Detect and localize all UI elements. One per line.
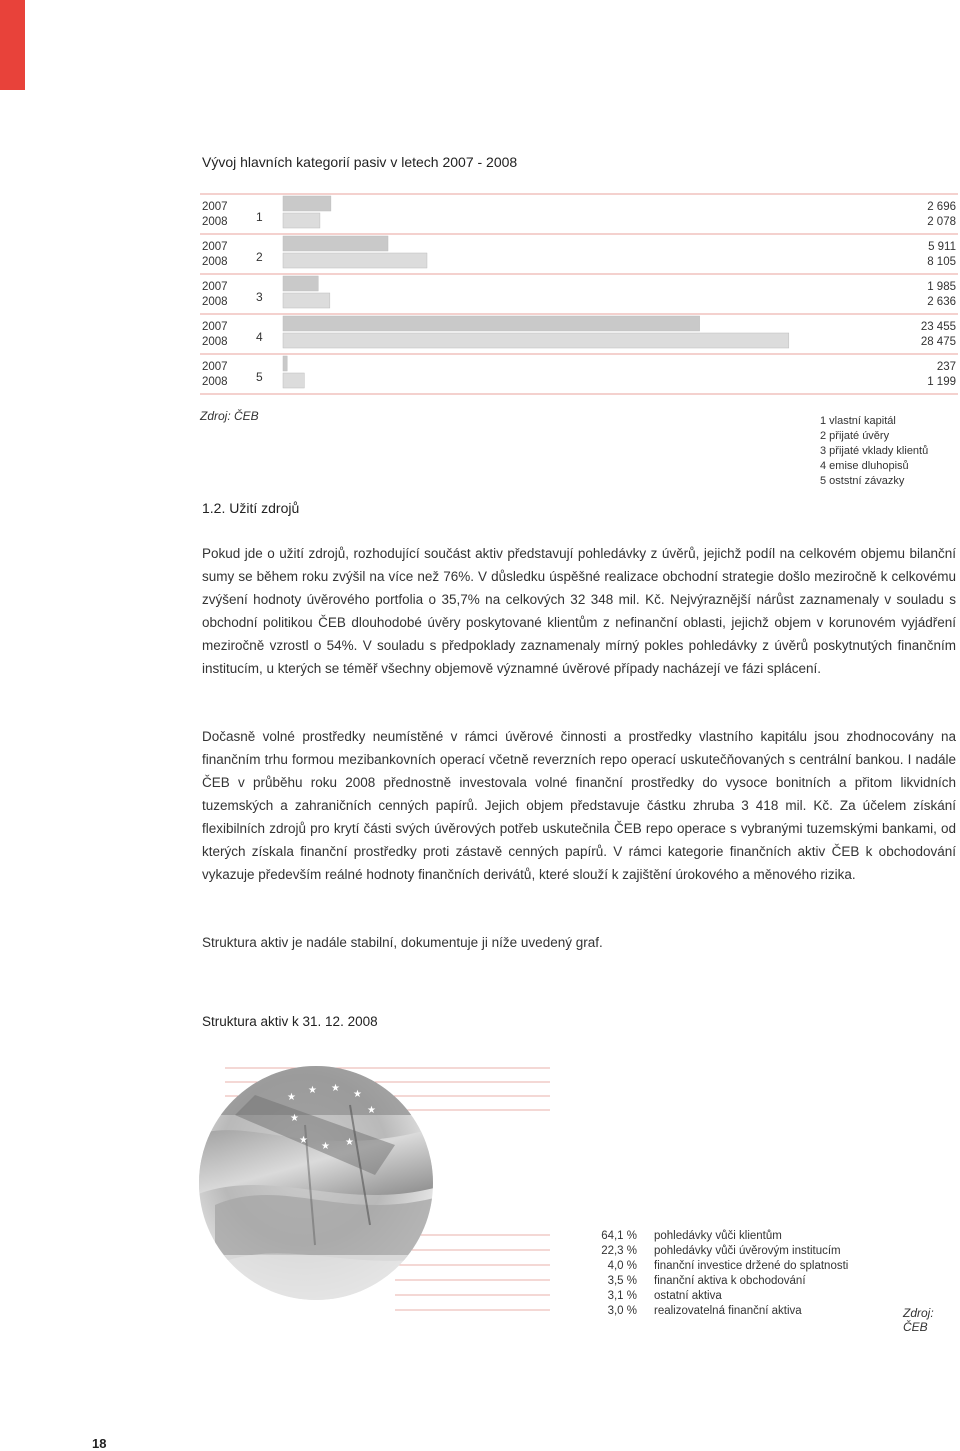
- slice-percent: 3,1 %: [607, 1290, 637, 1302]
- year-label: 2007: [202, 241, 228, 253]
- liabilities-bar-chart: [200, 192, 958, 404]
- bar-2008-cat-3: [283, 293, 330, 308]
- category-label: 1: [256, 210, 263, 224]
- year-label: 2007: [202, 361, 228, 373]
- svg-text:★: ★: [308, 1085, 317, 1096]
- bar-2007-cat-1: [283, 196, 331, 211]
- legend-row: [580, 1289, 848, 1304]
- asset-structure-pie: [195, 1055, 565, 1335]
- slice-label: ostatní aktiva: [654, 1290, 722, 1302]
- chart1-source: Zdroj: ČEB: [200, 409, 259, 423]
- value-label: 8 105: [927, 256, 956, 268]
- slice-percent: 4,0 %: [607, 1260, 637, 1272]
- red-page-tab: [0, 0, 25, 90]
- svg-text:★: ★: [321, 1141, 330, 1152]
- year-label: 2008: [202, 216, 228, 228]
- value-label: 1 985: [927, 281, 956, 293]
- body-paragraph: Struktura aktiv je nadále stabilní, dokumentuje ji níže uvedený graf.: [202, 935, 603, 950]
- bar-2008-cat-4: [283, 333, 789, 348]
- year-label: 2008: [202, 296, 228, 308]
- bar-2007-cat-3: [283, 276, 318, 291]
- bar-2008-cat-1: [283, 213, 320, 228]
- chart2-legend: [580, 1229, 848, 1319]
- legend-item: 5 oststní závazky: [820, 475, 905, 487]
- slice-label: finanční aktiva k obchodování: [654, 1275, 806, 1287]
- year-label: 2008: [202, 256, 228, 268]
- value-label: 28 475: [920, 336, 956, 348]
- legend-item: 1 vlastní kapitál: [820, 415, 896, 427]
- slice-label: pohledávky vůči úvěrovým institucím: [654, 1245, 841, 1257]
- slice-percent: 64,1 %: [601, 1230, 637, 1242]
- legend-row: [580, 1244, 848, 1259]
- chart2-title: Struktura aktiv k 31. 12. 2008: [202, 1014, 378, 1029]
- slice-label: finanční investice držené do splatnosti: [654, 1260, 849, 1272]
- legend-item: 4 emise dluhopisů: [820, 460, 909, 472]
- legend-row: [580, 1304, 848, 1319]
- value-label: 5 911: [928, 241, 956, 253]
- svg-text:★: ★: [367, 1105, 376, 1116]
- category-label: 2: [256, 250, 263, 264]
- body-paragraph: Dočasně volné prostředky neumístěné v rámci úvěrové činnosti a prostředky vlastního kapitálu jsou zhodnocovány na finančním trhu formou mezibankovních operací včetně reverzních repo operací uskutečňovaných s centrální bankou. I nadále ČEB v průběhu roku 2008 přednostně investovala volné finanční prostředky do vysoce bonitních a přitom likvidních tuzemských a zahraničních cenných papírů. Jejich objem představuje částku zhruba 3 418 mil. Kč. Za účelem získání flexibilních zdrojů pro krytí části svých úvěrových potřeb uskutečnila ČEB repo operace s vybranými tuzemskými bankami, od kterých získala finanční prostředky proti zástavě cenných papírů. V rámci kategorie finančních aktiv ČEB k obchodování vykazuje především reálné hodnoty finančních derivátů, které slouží k zajištění úrokového a měnového rizika.: [202, 729, 956, 882]
- svg-text:★: ★: [331, 1083, 340, 1094]
- value-label: 1 199: [927, 376, 956, 388]
- section-heading: 1.2. Užití zdrojů: [202, 500, 300, 516]
- year-label: 2007: [202, 321, 228, 333]
- flag-photo-disc: [195, 1055, 445, 1315]
- slice-percent: 3,5 %: [607, 1275, 637, 1287]
- category-label: 5: [256, 370, 263, 384]
- bar-2008-cat-2: [283, 253, 427, 268]
- chart1-title: Vývoj hlavních kategorií pasiv v letech 2007 - 2008: [202, 154, 518, 170]
- legend-row: [580, 1274, 848, 1289]
- legend-row: [580, 1259, 848, 1274]
- category-label: 4: [256, 330, 263, 344]
- value-label: 2 078: [927, 216, 956, 228]
- svg-text:★: ★: [353, 1089, 362, 1100]
- year-label: 2007: [202, 201, 228, 213]
- legend-item: 3 přijaté vklady klientů: [820, 445, 929, 457]
- value-label: 23 455: [920, 321, 956, 333]
- page-number: 18: [92, 1436, 107, 1451]
- svg-text:★: ★: [290, 1113, 299, 1124]
- bar-2008-cat-5: [283, 373, 304, 388]
- chart2-source: Zdroj: ČEB: [903, 1306, 934, 1334]
- legend-row: [580, 1229, 848, 1244]
- slice-percent: 3,0 %: [607, 1305, 637, 1317]
- bar-2007-cat-4: [283, 316, 700, 331]
- value-label: 2 636: [927, 296, 956, 308]
- slice-percent: 22,3 %: [601, 1245, 637, 1257]
- year-label: 2007: [202, 281, 228, 293]
- chart1-legend: [820, 414, 928, 489]
- bar-2007-cat-5: [283, 356, 287, 371]
- slice-label: realizovatelná finanční aktiva: [654, 1305, 802, 1317]
- value-label: 237: [936, 361, 956, 373]
- svg-text:★: ★: [345, 1137, 354, 1148]
- legend-item: 2 přijaté úvěry: [820, 430, 890, 442]
- bar-2007-cat-2: [283, 236, 388, 251]
- slice-label: pohledávky vůči klientům: [654, 1230, 782, 1242]
- value-label: 2 696: [927, 201, 956, 213]
- year-label: 2008: [202, 336, 228, 348]
- year-label: 2008: [202, 376, 228, 388]
- svg-text:★: ★: [287, 1092, 296, 1103]
- body-paragraph: Pokud jde o užití zdrojů, rozhodující součást aktiv představují pohledávky z úvěrů, jejichž podíl na celkovém objemu bilanční sumy se během roku zvýšil na více než 76%. V důsledku úspěšné realizace obchodní strategie došlo meziročně k celkovému zvýšení hodnoty úvěrového portfolia o 35,7% na celkových 32 348 mil. Kč. Nejvýraznější nárůst zaznamenaly v souladu s obchodní politikou ČEB dlouhodobé úvěry poskytované klientům z nefinanční oblasti, jejichž objem v korunovém vyjádření meziročně vzrostl o 54%. V souladu s předpoklady zaznamenaly mírný pokles pohledávky z úvěrů poskytnutých finančním institucím, u kterých se téměř všechny objemově významné úvěrové případy nacházejí ve fázi splácení.: [202, 546, 956, 676]
- category-label: 3: [256, 290, 263, 304]
- svg-text:★: ★: [299, 1135, 308, 1146]
